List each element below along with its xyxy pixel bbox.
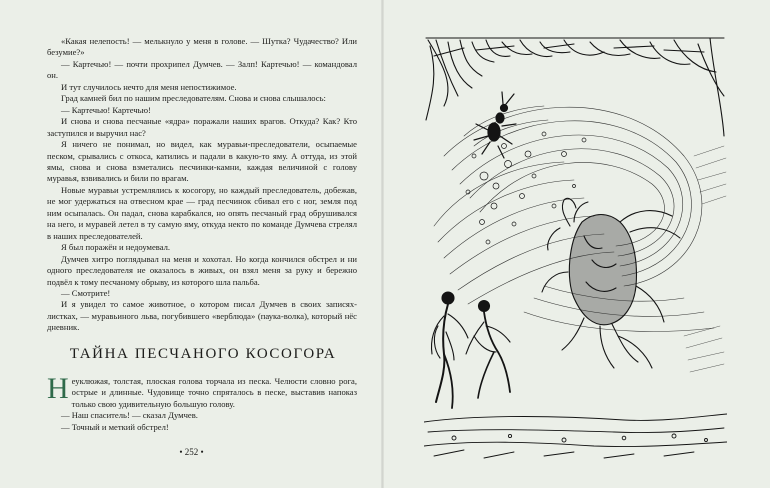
foliage-top: [426, 38, 724, 136]
ground-bottom: [424, 414, 727, 458]
paragraph: — Смотрите!: [61, 287, 111, 298]
chapter-title: ТАЙНА ПЕСЧАНОГО КОСОГОРА: [69, 346, 337, 362]
paragraph: Я был поражён и недоумевал.: [61, 242, 171, 253]
paragraph: И тут случилось нечто для меня непостижимое.: [61, 81, 237, 92]
left-page: [0, 0, 383, 488]
drop-cap: Н: [47, 372, 69, 405]
paragraph: Град камней бил по нашим преследователям. Снова и снова слышалось:: [61, 93, 326, 104]
chapter-first-paragraph: [47, 372, 357, 410]
paragraph: — Наш спаситель! — сказал Думчев.: [61, 410, 198, 421]
paragraph: И снова и снова песчаные «ядра» поражали наших врагов. Откуда? Как? Кто заступился и выручил нас?: [47, 116, 357, 138]
paragraph: — Картечью! — почти прохрипел Думчев. — Залп! Картечью! — командовал он.: [47, 58, 357, 81]
body-text: [47, 36, 357, 334]
paragraph: Думчев хитро поглядывал на меня и хохотал. Но когда кончился обстрел и ни одного преследователя не оказалось в живых, он взял меня за руку и бережно подвёл к тому песчаному обрыву, из которого шла пальба.: [47, 253, 357, 287]
paragraph: — Точный и меткий обстрел!: [61, 421, 169, 432]
paragraph: И я увидел то самое животное, о котором писал Думчев в своих записях-листках, — муравьиного льва, погубившего «верблюда» (паука-волка), который нёс дневник.: [47, 299, 357, 333]
chapter-text: [47, 372, 357, 433]
antlion-illustration: [424, 36, 727, 462]
paragraph: Я ничего не понимал, но видел, как муравьи-преследователи, осыпаемые песком, срывались с откоса, катились и падали в какую-то яму. А оттуда, из этой ямы, снова и снова взметались песчинки-камни, каждая величиной с голову муравья, взвивались и били по врагам.: [47, 139, 357, 184]
human-figures: [432, 292, 511, 408]
chapter-first-text: еуклюжая, толстая, плоская голова торчала из песка. Челюсти словно рога, острые и длинные. Чудовище точно спряталось в песке, выставив напоказ только свою удивительную большую голову.: [71, 376, 357, 409]
paragraph: — Картечью! Картечью!: [61, 104, 151, 115]
antlion-figure: [542, 198, 680, 368]
page-number: • 252 •: [179, 447, 204, 457]
hatching-right: [684, 146, 726, 372]
paragraph: Новые муравьи устремлялись к косогору, но каждый преследователь, добежав, не мог удержаться на отвесном крае — град песчинок сбивал его с ног, земля под ним осыпалась. Он падал, снова карабкался, но опять песчаный град обрушивался на него, и муравей летел в ту самую яму, откуда некто по команде Думчева стрелял в наших преследователей.: [47, 184, 357, 241]
paragraph: «Какая нелепость! — мелькнуло у меня в голове. — Шутка? Чудачество? Или безумие?»: [47, 36, 357, 58]
